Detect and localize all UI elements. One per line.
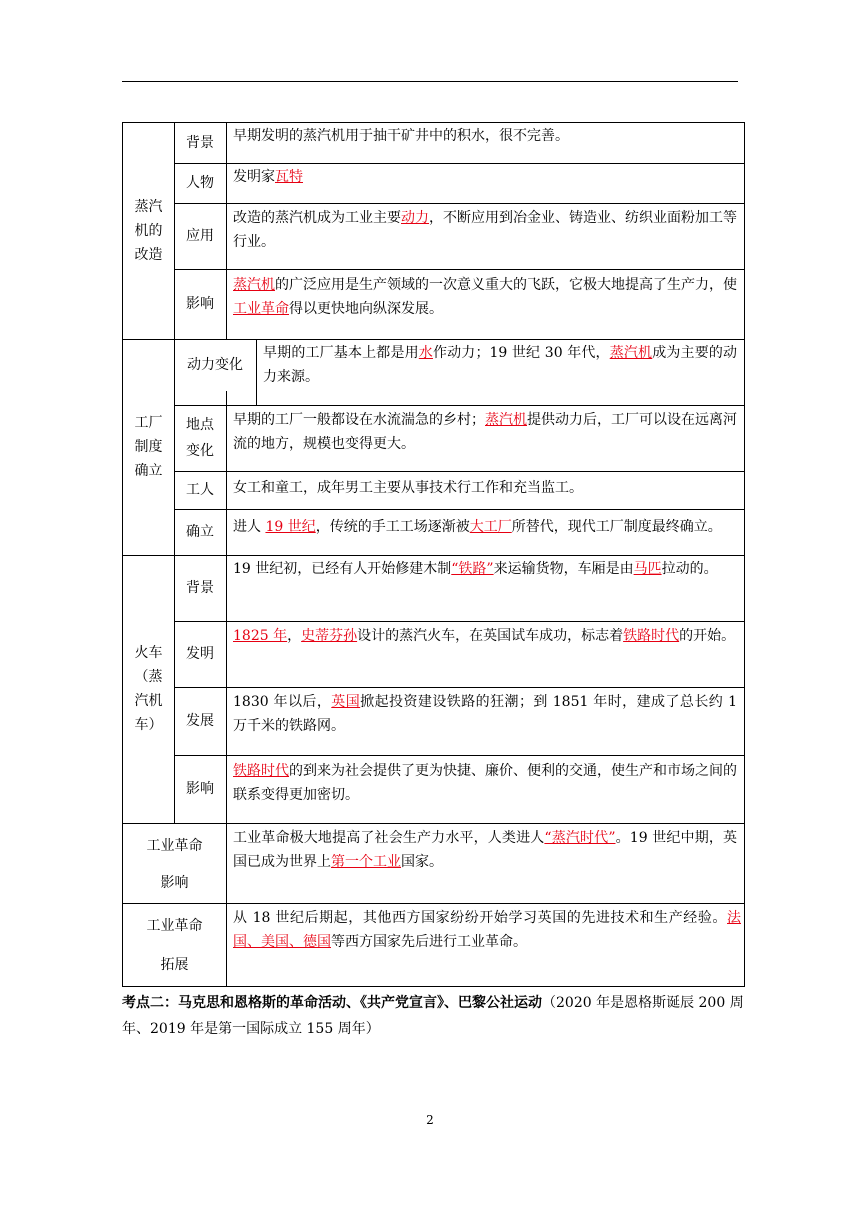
table-divider: [122, 555, 745, 556]
row-content: [233, 123, 735, 148]
row-content: [263, 341, 737, 389]
text-run: 提供动力后，工厂可以设在远离河流的地方，规模也变得更大。: [233, 412, 737, 452]
table-divider: [122, 339, 745, 340]
text-run: 。19 世纪中期，英国已成为世界上: [233, 830, 738, 870]
table-divider: [174, 755, 745, 756]
text-run: ，: [287, 628, 302, 644]
text-run: 的到来为社会提供了更为快捷、廉价、便利的交通，使生产和市场之间的联系变得更加密切。: [233, 763, 737, 803]
table-divider: [226, 391, 227, 555]
text-run: 拉动的。: [661, 561, 718, 577]
table-divider: [174, 687, 745, 688]
row-content: [233, 476, 737, 500]
row-label: 背景: [186, 135, 214, 151]
row-content: [233, 690, 737, 738]
section-title-steam-engine: 蒸汽机的改造: [134, 199, 163, 263]
row-label: 影响: [186, 296, 214, 312]
table-divider: [174, 269, 745, 270]
text-run: 的广泛应用是生产领域的一次意义重大的飞跃，它极大地提高了生产力，使: [275, 277, 737, 293]
text-run: 得以更快地向纵深发展。: [289, 301, 443, 317]
highlight-term: 法国、美国、德国: [233, 910, 741, 950]
section-title-train: 火车（蒸汽机车）: [134, 645, 163, 733]
highlight-term: “蒸汽时代”: [544, 830, 616, 846]
table-border: [122, 986, 745, 987]
row-label: 地点变化: [186, 417, 214, 459]
table-divider: [256, 339, 257, 405]
table-divider: [122, 903, 745, 904]
table-divider: [174, 203, 745, 204]
highlight-term: 铁路时代: [233, 763, 289, 779]
row-content: [233, 206, 737, 254]
highlight-term: 史蒂芬孙: [301, 628, 358, 644]
exam-point-heading: [122, 990, 746, 1042]
expansion-content: [233, 906, 741, 954]
highlight-term: “铁路”: [451, 561, 494, 577]
table-divider: [174, 509, 745, 510]
row-label: 确立: [186, 524, 214, 540]
text-run: 掀起投资建设铁路的狂潮；到 1851 年时，建成了总长约 1 万千米的铁路网。: [233, 694, 738, 734]
table-divider: [174, 405, 745, 406]
highlight-term: 英国: [331, 694, 361, 710]
row-content: [233, 165, 735, 189]
text-run: 国家。: [401, 854, 443, 870]
text-run: ，不断应用到冶金业、铸造业、纺织业面粉加工等行业。: [233, 210, 737, 250]
text-run: 早期的工厂一般都设在水流湍急的乡村；: [233, 412, 485, 428]
table-divider: [174, 163, 745, 164]
row-content: [233, 515, 741, 539]
row-content: [233, 408, 737, 456]
impact-content: [233, 826, 737, 874]
table-divider: [226, 122, 227, 339]
text-run: 工业革命极大地提高了社会生产力水平，人类进人: [233, 830, 545, 846]
text-run: 19 世纪初，已经有人开始修建木制: [233, 561, 452, 577]
row-label: 发明: [186, 646, 214, 662]
text-run: 来运输货物，车厢是由: [493, 561, 634, 577]
highlight-term: 19 世纪: [265, 519, 316, 535]
text-run: 早期发明的蒸汽机用于抽干矿井中的积水，很不完善。: [233, 128, 569, 144]
text-run: 从 18 世纪后期起，其他西方国家纷纷开始学习英国的先进技术和生产经验。: [233, 910, 727, 926]
row-label: 工人: [186, 482, 214, 498]
text-run: 进人: [233, 519, 266, 535]
text-run: 作动力；19 世纪 30 年代，: [432, 345, 610, 361]
text-run: 1830 年以后，: [233, 694, 332, 710]
text-run: 早期的工厂基本上都是用: [263, 345, 419, 361]
table-divider: [174, 471, 745, 472]
highlight-term: 水: [418, 345, 433, 361]
text-run: 等西方国家先后进行工业革命。: [331, 934, 527, 950]
row-label: 发展: [186, 713, 214, 729]
text-run: 发明家: [233, 169, 275, 185]
highlight-term: 1825 年: [233, 628, 288, 644]
exam-point-note: （2020 年是恩格斯诞辰 200 周年、2019 年是第一国际成立 155 周年）: [122, 995, 744, 1037]
text-run: 女工和童工，成年男工主要从事技术行工作和充当监工。: [233, 480, 583, 496]
table-divider: [226, 555, 227, 987]
section-title-expansion: 工业革命 拓展: [146, 918, 203, 973]
table-divider: [122, 823, 745, 824]
highlight-term: 蒸汽机: [485, 412, 527, 428]
highlight-term: 瓦特: [275, 169, 303, 185]
row-content: [233, 624, 737, 648]
highlight-term: 动力: [401, 210, 429, 226]
highlight-term: 蒸汽机: [233, 277, 275, 293]
table-divider: [174, 122, 175, 823]
highlight-term: 蒸汽机: [609, 345, 653, 361]
highlight-term: 铁路时代: [623, 628, 680, 644]
text-run: 改造的蒸汽机成为工业主要: [233, 210, 401, 226]
row-content: [233, 557, 737, 581]
exam-point-title: 考点二：马克思和恩格斯的革命活动、《共产党宣言》、巴黎公社运动: [122, 995, 542, 1011]
row-label: 背景: [186, 580, 214, 596]
text-run: 成为主要的动力来源。: [263, 345, 738, 385]
section-title-factory-system: 工厂制度确立: [134, 415, 163, 479]
highlight-term: 第一个工业: [331, 854, 401, 870]
row-content: [233, 759, 737, 807]
highlight-term: 马匹: [633, 561, 662, 577]
text-run: ，传统的手工工场逐渐被: [315, 519, 470, 535]
row-label: 应用: [186, 228, 214, 244]
text-run: 设计的蒸汽火车，在英国试车成功，标志着: [357, 628, 624, 644]
highlight-term: 大工厂: [469, 519, 512, 535]
text-run: 所替代，现代工厂制度最终确立。: [511, 519, 722, 535]
page-number: 2: [426, 1113, 434, 1127]
table-border: [122, 122, 745, 123]
row-content: [233, 273, 737, 321]
highlight-term: 工业革命: [233, 301, 289, 317]
table-divider: [174, 621, 745, 622]
text-run: 的开始。: [679, 628, 736, 644]
section-title-impact: 工业革命 影响: [146, 838, 203, 891]
row-label: 人物: [186, 175, 214, 191]
row-label: 影响: [186, 781, 214, 797]
row-label: 动力变化: [187, 357, 243, 373]
